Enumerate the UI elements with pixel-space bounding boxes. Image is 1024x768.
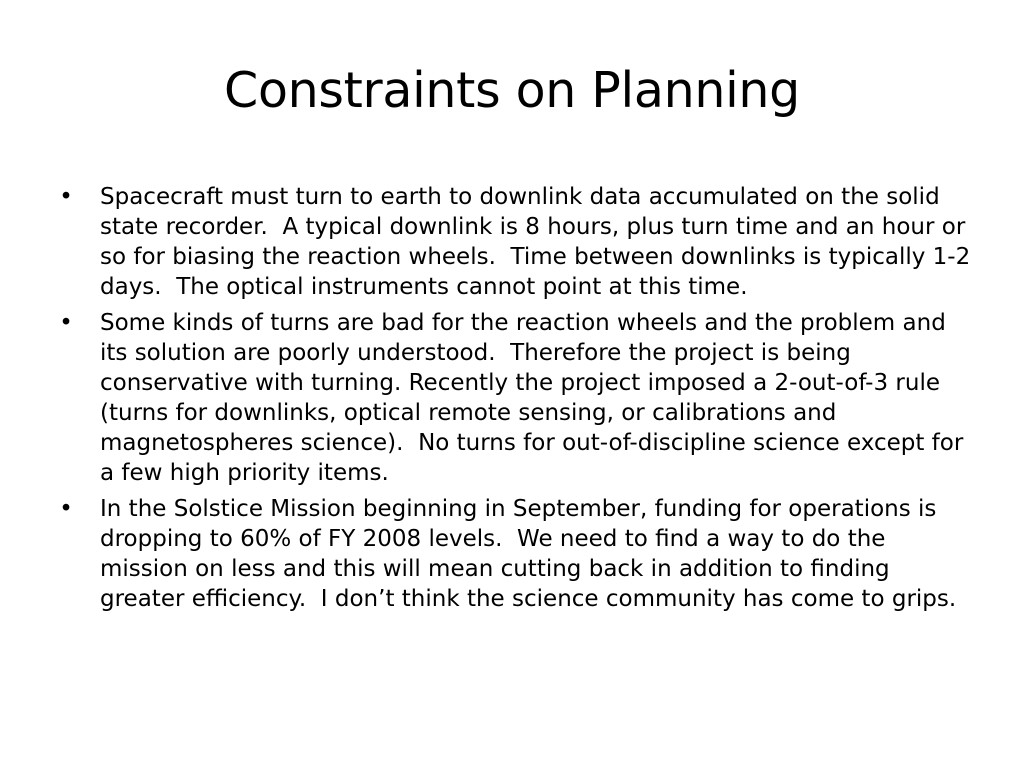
bullet-text: Some kinds of turns are bad for the reaction wheels and the problem and its solution are poorly understood. Therefore the project is being conservative with turning. Recently the project imposed a 2-out-of-3 rule (turns for downlinks, optical remote sensing, or calibrations and magnetospheres science). No turns for out-of-discipline science except for a few high priority items. [100,310,971,486]
bullet-text: Spacecraft must turn to earth to downlink data accumulated on the solid state recorder. A typical downlink is 8 hours, plus turn time and an hour or so for biasing the reaction wheels. Time between downlinks is typically 1-2 days. The optical instruments cannot point at this time. [100,184,978,300]
bullet-marker: • [59,310,73,336]
bullet-item [56,182,976,302]
bullet-text: In the Solstice Mission beginning in September, funding for operations is dropping to 60% of FY 2008 levels. We need to find a way to do the mission on less and this will mean cutting back in addition to finding greater efficiency. I don’t think the science community has come to grips. [100,496,957,612]
bullet-list [56,182,976,620]
bullet-marker: • [59,496,73,522]
bullet-marker: • [59,184,73,210]
bullet-item [56,494,976,614]
slide-title: Constraints on Planning [224,62,800,119]
bullet-item [56,308,976,488]
